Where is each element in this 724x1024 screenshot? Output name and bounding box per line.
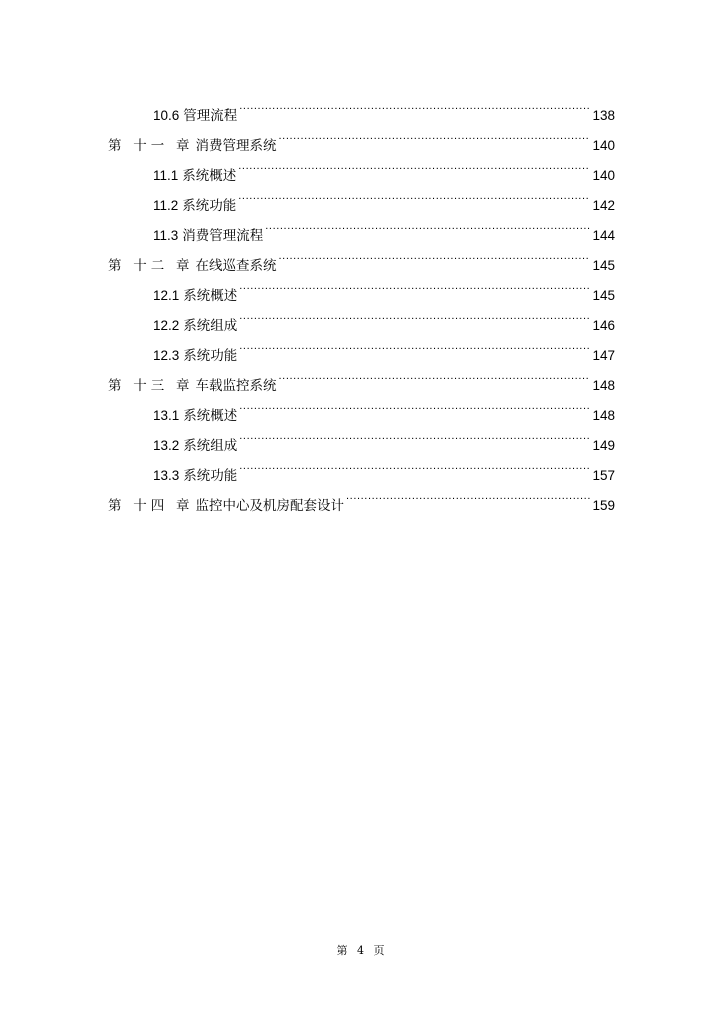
page-footer [0, 942, 724, 958]
toc-entry-title: 消费管理流程 [182, 228, 264, 243]
toc-chapter-number: 第 十一 章 [108, 138, 194, 153]
toc-entry-page: 159 [592, 498, 615, 513]
dot-leader [239, 420, 590, 450]
toc-chapter-number: 第 十三 章 [108, 378, 194, 393]
toc-entry-label [153, 461, 237, 491]
toc-entry-label [153, 221, 263, 251]
dot-leader [279, 120, 591, 150]
toc-entry-title: 系统概述 [182, 168, 237, 183]
toc-entry-page: 145 [592, 288, 615, 303]
toc-entry-number: 10.6 [153, 108, 180, 123]
dot-leader [238, 150, 590, 180]
toc-entry-page: 140 [592, 138, 615, 153]
toc-entry-title: 消费管理系统 [195, 138, 277, 153]
toc-entry-number: 11.1 [153, 168, 179, 183]
toc-entry-label [153, 101, 237, 131]
toc-entry-page: 157 [592, 468, 615, 483]
dot-leader [239, 390, 590, 420]
toc-entry-title: 系统概述 [183, 288, 238, 303]
toc-entry-title: 管理流程 [183, 108, 238, 123]
dot-leader [239, 300, 590, 330]
toc-entry-label [153, 431, 237, 461]
toc-entry-page: 148 [592, 408, 615, 423]
toc-entry-page: 145 [592, 258, 615, 273]
toc-entry-label [153, 341, 237, 371]
toc-entry-title: 在线巡查系统 [195, 258, 277, 273]
toc-entry-title: 系统功能 [183, 468, 238, 483]
toc-entry-page: 142 [592, 198, 615, 213]
dot-leader [239, 90, 590, 120]
toc-entry-number: 12.3 [153, 348, 180, 363]
toc-entry-label [153, 401, 237, 431]
toc-entry-page: 140 [592, 168, 615, 183]
toc-entry-label [153, 191, 236, 221]
dot-leader [239, 270, 590, 300]
toc-entry-number: 13.1 [153, 408, 180, 423]
toc-entry-title: 系统概述 [183, 408, 238, 423]
toc-entry-page: 149 [592, 438, 615, 453]
toc-entry-title: 车载监控系统 [195, 378, 277, 393]
toc-entry-label [108, 491, 344, 521]
toc-entry-title: 系统功能 [183, 348, 238, 363]
toc-entry-label [153, 311, 237, 341]
toc-entry-number: 12.2 [153, 318, 180, 333]
page-number-label: 第 4 页 [336, 944, 388, 957]
toc-entry-title: 监控中心及机房配套设计 [195, 498, 345, 513]
dot-leader [239, 450, 590, 480]
toc-entry-number: 13.3 [153, 468, 180, 483]
toc-entry-number: 13.2 [153, 438, 180, 453]
dot-leader [346, 480, 590, 510]
toc-entry-10-6[interactable] [108, 90, 615, 123]
dot-leader [279, 360, 591, 390]
dot-leader [279, 240, 591, 270]
dot-leader [239, 330, 590, 360]
toc-entry-title: 系统功能 [182, 198, 237, 213]
toc-entry-number: 11.3 [153, 228, 179, 243]
toc-entry-page: 148 [592, 378, 615, 393]
toc-entry-title: 系统组成 [183, 438, 238, 453]
toc-entry-number: 11.2 [153, 198, 179, 213]
toc-entry-label [153, 281, 237, 311]
dot-leader [238, 180, 590, 210]
table-of-contents [108, 90, 615, 513]
toc-entry-page: 138 [592, 108, 615, 123]
dot-leader [265, 210, 590, 240]
toc-chapter-number: 第 十四 章 [108, 498, 194, 513]
toc-entry-number: 12.1 [153, 288, 180, 303]
toc-entry-label [153, 161, 236, 191]
toc-entry-page: 147 [592, 348, 615, 363]
toc-chapter-number: 第 十二 章 [108, 258, 194, 273]
toc-entry-page: 146 [592, 318, 615, 333]
toc-entry-page: 144 [592, 228, 615, 243]
toc-entry-title: 系统组成 [183, 318, 238, 333]
